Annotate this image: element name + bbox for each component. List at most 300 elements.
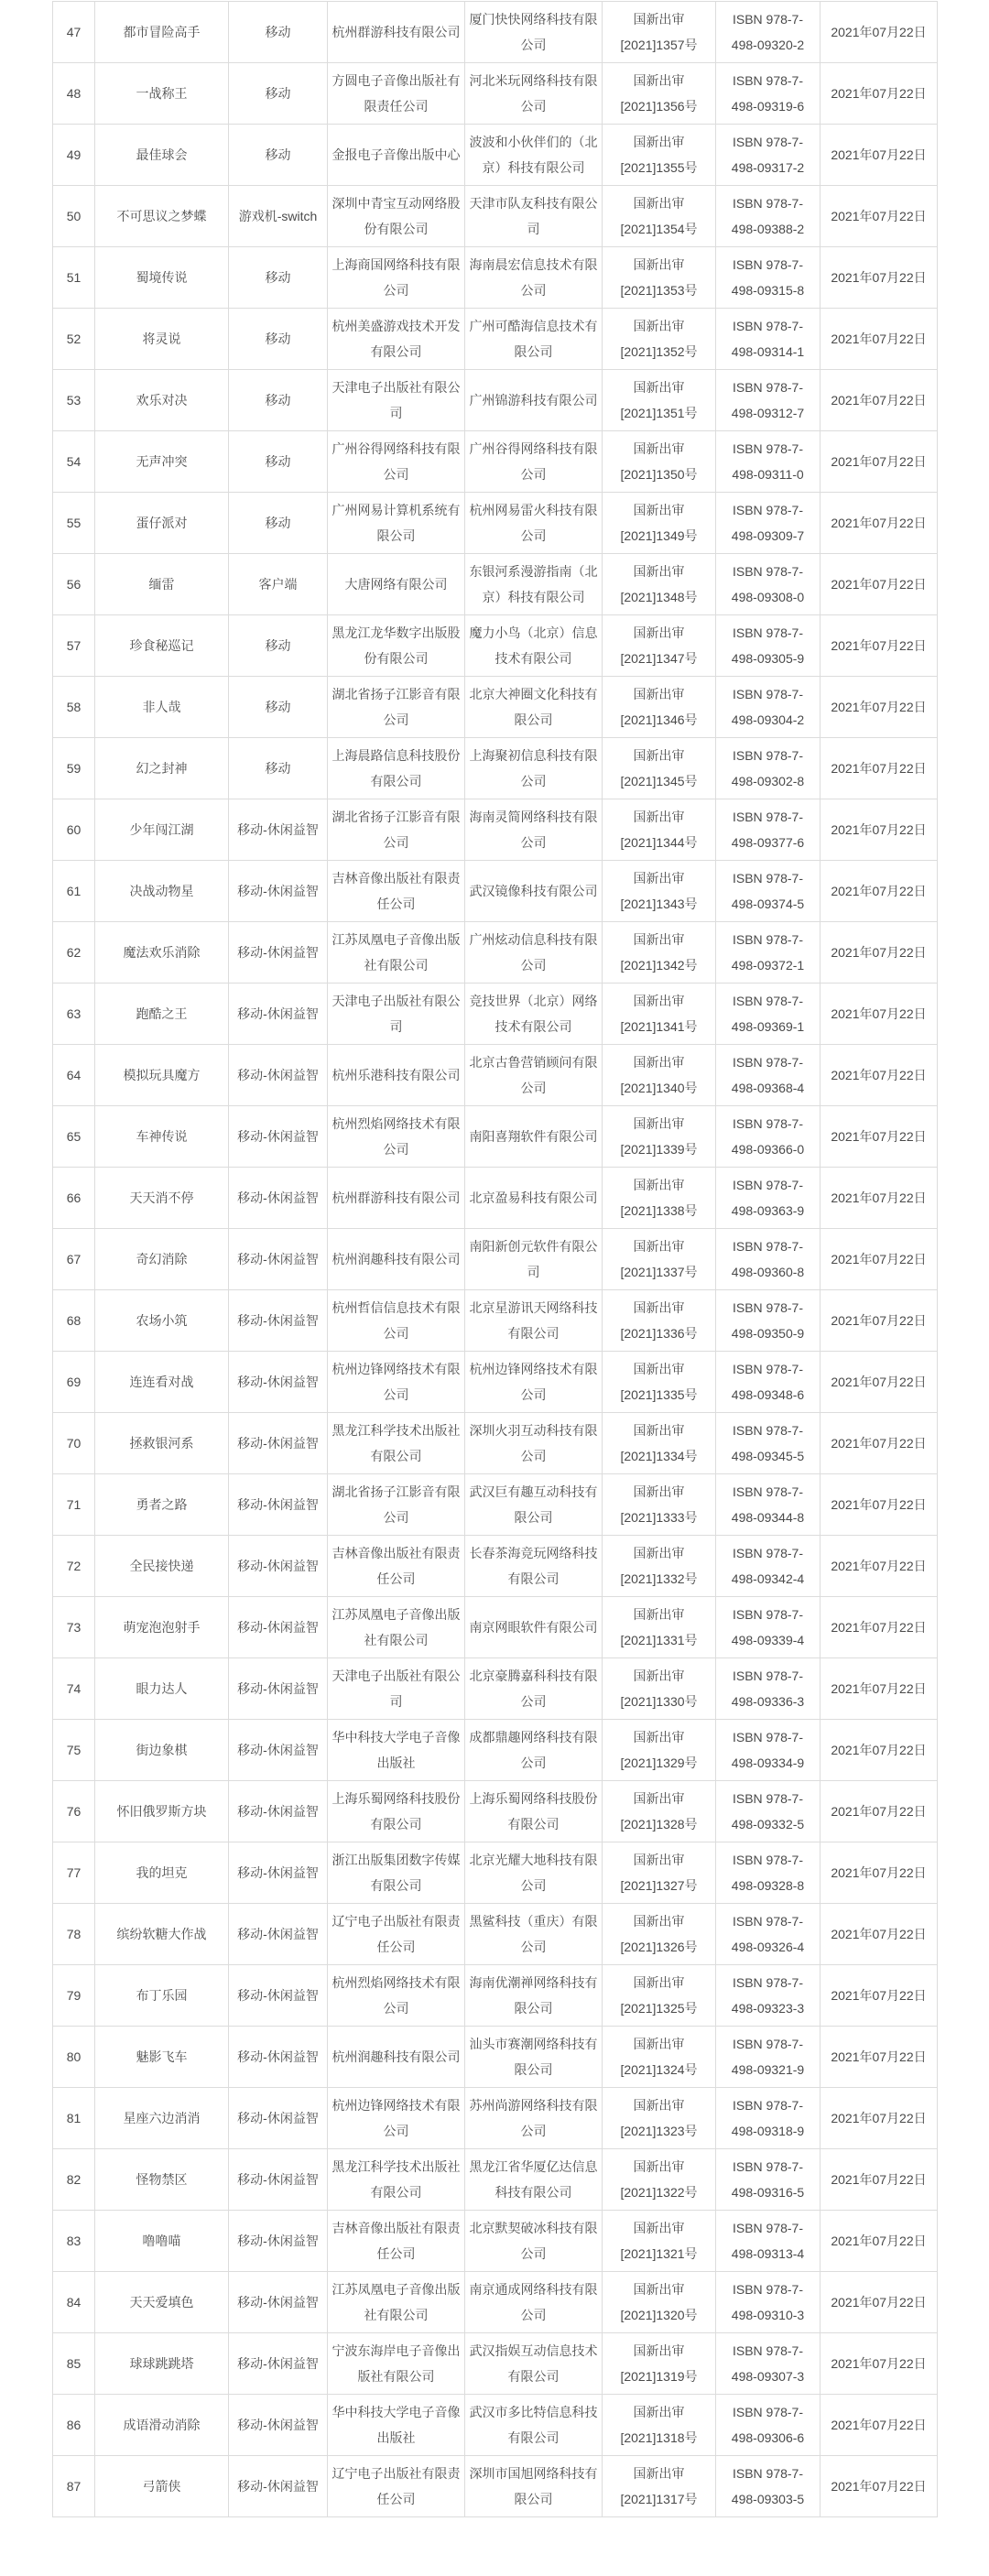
cell-game-name: 缅雷 — [95, 554, 229, 615]
table-row — [53, 1965, 938, 2027]
cell-approval-number: 国新出审[2021]1341号 — [603, 984, 716, 1045]
cell-publisher: 江苏凤凰电子音像出版社有限公司 — [328, 1597, 465, 1658]
table-row — [53, 922, 938, 984]
table-row — [53, 1352, 938, 1413]
cell-isbn: ISBN 978-7-498-09306-6 — [716, 2395, 821, 2456]
cell-date: 2021年07月22日 — [821, 799, 938, 861]
table-row — [53, 1658, 938, 1720]
cell-game-name: 决战动物星 — [95, 861, 229, 922]
cell-operator: 北京默契破冰科技有限公司 — [465, 2211, 603, 2272]
cell-date: 2021年07月22日 — [821, 677, 938, 738]
cell-isbn: ISBN 978-7-498-09316-5 — [716, 2149, 821, 2211]
cell-number: 48 — [53, 63, 95, 125]
cell-number: 75 — [53, 1720, 95, 1781]
cell-approval-number: 国新出审[2021]1347号 — [603, 615, 716, 677]
cell-date: 2021年07月22日 — [821, 1229, 938, 1290]
cell-date: 2021年07月22日 — [821, 1352, 938, 1413]
cell-isbn: ISBN 978-7-498-09314-1 — [716, 309, 821, 370]
cell-operator: 竞技世界（北京）网络技术有限公司 — [465, 984, 603, 1045]
cell-publisher: 湖北省扬子江影音有限公司 — [328, 677, 465, 738]
cell-approval-number: 国新出审[2021]1324号 — [603, 2027, 716, 2088]
cell-operator: 武汉巨有趣互动科技有限公司 — [465, 1474, 603, 1536]
cell-isbn: ISBN 978-7-498-09366-0 — [716, 1106, 821, 1168]
cell-publisher: 广州网易计算机系统有限公司 — [328, 493, 465, 554]
table-row — [53, 1168, 938, 1229]
cell-publisher: 杭州润趣科技有限公司 — [328, 1229, 465, 1290]
cell-game-type: 移动-休闲益智 — [229, 2333, 328, 2395]
cell-publisher: 吉林音像出版社有限责任公司 — [328, 861, 465, 922]
cell-number: 68 — [53, 1290, 95, 1352]
cell-operator: 长春茶海竞玩网络科技有限公司 — [465, 1536, 603, 1597]
table-row — [53, 677, 938, 738]
cell-isbn: ISBN 978-7-498-09328-8 — [716, 1842, 821, 1904]
cell-operator: 上海乐蜀网络科技股份有限公司 — [465, 1781, 603, 1842]
cell-isbn: ISBN 978-7-498-09309-7 — [716, 493, 821, 554]
cell-operator: 南京通成网络科技有限公司 — [465, 2272, 603, 2333]
cell-approval-number: 国新出审[2021]1340号 — [603, 1045, 716, 1106]
cell-publisher: 深圳中青宝互动网络股份有限公司 — [328, 186, 465, 247]
cell-game-name: 非人哉 — [95, 677, 229, 738]
cell-isbn: ISBN 978-7-498-09326-4 — [716, 1904, 821, 1965]
cell-game-name: 拯救银河系 — [95, 1413, 229, 1474]
cell-game-type: 移动 — [229, 247, 328, 309]
cell-publisher: 浙江出版集团数字传媒有限公司 — [328, 1842, 465, 1904]
cell-publisher: 杭州乐港科技有限公司 — [328, 1045, 465, 1106]
cell-approval-number: 国新出审[2021]1343号 — [603, 861, 716, 922]
cell-game-type: 移动-休闲益智 — [229, 1536, 328, 1597]
cell-date: 2021年07月22日 — [821, 431, 938, 493]
cell-publisher: 宁波东海岸电子音像出版社有限公司 — [328, 2333, 465, 2395]
cell-game-name: 将灵说 — [95, 309, 229, 370]
cell-number: 61 — [53, 861, 95, 922]
cell-approval-number: 国新出审[2021]1342号 — [603, 922, 716, 984]
cell-game-name: 跑酷之王 — [95, 984, 229, 1045]
cell-operator: 杭州网易雷火科技有限公司 — [465, 493, 603, 554]
cell-game-type: 移动-休闲益智 — [229, 1290, 328, 1352]
cell-approval-number: 国新出审[2021]1352号 — [603, 309, 716, 370]
cell-approval-number: 国新出审[2021]1319号 — [603, 2333, 716, 2395]
table-row — [53, 2, 938, 63]
cell-isbn: ISBN 978-7-498-09334-9 — [716, 1720, 821, 1781]
cell-number: 50 — [53, 186, 95, 247]
cell-date: 2021年07月22日 — [821, 2272, 938, 2333]
cell-approval-number: 国新出审[2021]1326号 — [603, 1904, 716, 1965]
cell-number: 82 — [53, 2149, 95, 2211]
cell-game-name: 布丁乐园 — [95, 1965, 229, 2027]
cell-game-name: 球球跳跳塔 — [95, 2333, 229, 2395]
cell-number: 80 — [53, 2027, 95, 2088]
cell-date: 2021年07月22日 — [821, 2395, 938, 2456]
cell-game-type: 移动 — [229, 615, 328, 677]
cell-date: 2021年07月22日 — [821, 1045, 938, 1106]
cell-publisher: 黑龙江科学技术出版社有限公司 — [328, 1413, 465, 1474]
cell-number: 55 — [53, 493, 95, 554]
cell-game-name: 天天爱填色 — [95, 2272, 229, 2333]
cell-game-type: 移动-休闲益智 — [229, 1045, 328, 1106]
cell-game-type: 移动 — [229, 493, 328, 554]
cell-game-type: 移动-休闲益智 — [229, 984, 328, 1045]
cell-game-type: 移动-休闲益智 — [229, 2088, 328, 2149]
cell-approval-number: 国新出审[2021]1344号 — [603, 799, 716, 861]
cell-number: 51 — [53, 247, 95, 309]
cell-date: 2021年07月22日 — [821, 1965, 938, 2027]
cell-isbn: ISBN 978-7-498-09304-2 — [716, 677, 821, 738]
cell-date: 2021年07月22日 — [821, 125, 938, 186]
cell-operator: 武汉镜像科技有限公司 — [465, 861, 603, 922]
cell-game-type: 移动-休闲益智 — [229, 799, 328, 861]
cell-operator: 成都鼎趣网络科技有限公司 — [465, 1720, 603, 1781]
cell-publisher: 杭州美盛游戏技术开发有限公司 — [328, 309, 465, 370]
cell-date: 2021年07月22日 — [821, 1536, 938, 1597]
cell-approval-number: 国新出审[2021]1338号 — [603, 1168, 716, 1229]
cell-number: 70 — [53, 1413, 95, 1474]
cell-isbn: ISBN 978-7-498-09311-0 — [716, 431, 821, 493]
cell-operator: 河北米玩网络科技有限公司 — [465, 63, 603, 125]
cell-isbn: ISBN 978-7-498-09336-3 — [716, 1658, 821, 1720]
cell-isbn: ISBN 978-7-498-09368-4 — [716, 1045, 821, 1106]
cell-game-name: 街边象棋 — [95, 1720, 229, 1781]
table-row — [53, 738, 938, 799]
cell-operator: 北京古鲁营销顾问有限公司 — [465, 1045, 603, 1106]
cell-date: 2021年07月22日 — [821, 309, 938, 370]
cell-game-type: 移动-休闲益智 — [229, 1106, 328, 1168]
cell-operator: 北京大神圈文化科技有限公司 — [465, 677, 603, 738]
cell-isbn: ISBN 978-7-498-09350-9 — [716, 1290, 821, 1352]
cell-operator: 南阳新创元软件有限公司 — [465, 1229, 603, 1290]
cell-game-type: 移动-休闲益智 — [229, 1842, 328, 1904]
cell-game-name: 欢乐对决 — [95, 370, 229, 431]
cell-approval-number: 国新出审[2021]1353号 — [603, 247, 716, 309]
table-row — [53, 2333, 938, 2395]
cell-operator: 苏州尚游网络科技有限公司 — [465, 2088, 603, 2149]
cell-operator: 南阳喜翔软件有限公司 — [465, 1106, 603, 1168]
cell-game-name: 幻之封神 — [95, 738, 229, 799]
cell-game-type: 移动 — [229, 677, 328, 738]
cell-operator: 天津市队友科技有限公司 — [465, 186, 603, 247]
table-row — [53, 2088, 938, 2149]
cell-number: 60 — [53, 799, 95, 861]
cell-game-name: 勇者之路 — [95, 1474, 229, 1536]
table-row — [53, 1413, 938, 1474]
cell-operator: 北京光耀大地科技有限公司 — [465, 1842, 603, 1904]
cell-date: 2021年07月22日 — [821, 370, 938, 431]
table-row — [53, 1842, 938, 1904]
cell-date: 2021年07月22日 — [821, 63, 938, 125]
cell-approval-number: 国新出审[2021]1333号 — [603, 1474, 716, 1536]
cell-publisher: 华中科技大学电子音像出版社 — [328, 1720, 465, 1781]
cell-publisher: 金报电子音像出版中心 — [328, 125, 465, 186]
cell-approval-number: 国新出审[2021]1334号 — [603, 1413, 716, 1474]
cell-game-name: 我的坦克 — [95, 1842, 229, 1904]
cell-approval-number: 国新出审[2021]1320号 — [603, 2272, 716, 2333]
cell-game-name: 奇幻消除 — [95, 1229, 229, 1290]
cell-publisher: 大唐网络有限公司 — [328, 554, 465, 615]
cell-game-name: 眼力达人 — [95, 1658, 229, 1720]
cell-isbn: ISBN 978-7-498-09308-0 — [716, 554, 821, 615]
cell-number: 66 — [53, 1168, 95, 1229]
cell-game-name: 都市冒险高手 — [95, 2, 229, 63]
cell-date: 2021年07月22日 — [821, 984, 938, 1045]
table-row — [53, 63, 938, 125]
cell-game-type: 移动-休闲益智 — [229, 2272, 328, 2333]
cell-date: 2021年07月22日 — [821, 1106, 938, 1168]
cell-game-name: 噜噜喵 — [95, 2211, 229, 2272]
table-row — [53, 1290, 938, 1352]
table-row — [53, 2456, 938, 2517]
cell-publisher: 杭州润趣科技有限公司 — [328, 2027, 465, 2088]
cell-game-type: 移动-休闲益智 — [229, 1720, 328, 1781]
cell-number: 54 — [53, 431, 95, 493]
cell-game-type: 移动 — [229, 738, 328, 799]
cell-isbn: ISBN 978-7-498-09374-5 — [716, 861, 821, 922]
cell-number: 58 — [53, 677, 95, 738]
cell-approval-number: 国新出审[2021]1356号 — [603, 63, 716, 125]
cell-number: 52 — [53, 309, 95, 370]
cell-date: 2021年07月22日 — [821, 2027, 938, 2088]
cell-approval-number: 国新出审[2021]1355号 — [603, 125, 716, 186]
cell-operator: 上海聚初信息科技有限公司 — [465, 738, 603, 799]
cell-number: 67 — [53, 1229, 95, 1290]
cell-game-name: 蛋仔派对 — [95, 493, 229, 554]
cell-publisher: 吉林音像出版社有限责任公司 — [328, 2211, 465, 2272]
table-row — [53, 1229, 938, 1290]
cell-approval-number: 国新出审[2021]1327号 — [603, 1842, 716, 1904]
cell-number: 65 — [53, 1106, 95, 1168]
cell-publisher: 上海商国网络科技有限公司 — [328, 247, 465, 309]
table-row — [53, 554, 938, 615]
cell-isbn: ISBN 978-7-498-09303-5 — [716, 2456, 821, 2517]
cell-date: 2021年07月22日 — [821, 1474, 938, 1536]
cell-date: 2021年07月22日 — [821, 1904, 938, 1965]
cell-number: 86 — [53, 2395, 95, 2456]
cell-date: 2021年07月22日 — [821, 1597, 938, 1658]
cell-number: 83 — [53, 2211, 95, 2272]
cell-date: 2021年07月22日 — [821, 2, 938, 63]
cell-game-name: 怀旧俄罗斯方块 — [95, 1781, 229, 1842]
cell-approval-number: 国新出审[2021]1317号 — [603, 2456, 716, 2517]
cell-number: 71 — [53, 1474, 95, 1536]
cell-number: 59 — [53, 738, 95, 799]
cell-approval-number: 国新出审[2021]1318号 — [603, 2395, 716, 2456]
cell-operator: 东银河系漫游指南（北京）科技有限公司 — [465, 554, 603, 615]
cell-approval-number: 国新出审[2021]1336号 — [603, 1290, 716, 1352]
cell-game-name: 天天消不停 — [95, 1168, 229, 1229]
cell-date: 2021年07月22日 — [821, 2456, 938, 2517]
cell-operator: 广州可酷海信息技术有限公司 — [465, 309, 603, 370]
cell-game-type: 移动-休闲益智 — [229, 1168, 328, 1229]
cell-game-type: 移动-休闲益智 — [229, 1229, 328, 1290]
table-row — [53, 2211, 938, 2272]
cell-date: 2021年07月22日 — [821, 493, 938, 554]
cell-game-type: 移动-休闲益智 — [229, 1474, 328, 1536]
table-row — [53, 861, 938, 922]
cell-operator: 魔力小鸟（北京）信息技术有限公司 — [465, 615, 603, 677]
cell-approval-number: 国新出审[2021]1329号 — [603, 1720, 716, 1781]
cell-approval-number: 国新出审[2021]1337号 — [603, 1229, 716, 1290]
cell-game-type: 移动-休闲益智 — [229, 2456, 328, 2517]
cell-game-type: 移动-休闲益智 — [229, 1597, 328, 1658]
cell-publisher: 上海晨路信息科技股份有限公司 — [328, 738, 465, 799]
cell-operator: 北京盈易科技有限公司 — [465, 1168, 603, 1229]
cell-number: 69 — [53, 1352, 95, 1413]
cell-operator: 波波和小伙伴们的（北京）科技有限公司 — [465, 125, 603, 186]
table-row — [53, 1720, 938, 1781]
cell-number: 76 — [53, 1781, 95, 1842]
cell-publisher: 杭州群游科技有限公司 — [328, 2, 465, 63]
cell-date: 2021年07月22日 — [821, 1842, 938, 1904]
cell-date: 2021年07月22日 — [821, 738, 938, 799]
cell-operator: 厦门快快网络科技有限公司 — [465, 2, 603, 63]
cell-game-name: 少年闯江湖 — [95, 799, 229, 861]
cell-approval-number: 国新出审[2021]1349号 — [603, 493, 716, 554]
cell-operator: 北京星游讯天网络科技有限公司 — [465, 1290, 603, 1352]
cell-date: 2021年07月22日 — [821, 615, 938, 677]
cell-approval-number: 国新出审[2021]1350号 — [603, 431, 716, 493]
cell-publisher: 江苏凤凰电子音像出版社有限公司 — [328, 922, 465, 984]
cell-isbn: ISBN 978-7-498-09388-2 — [716, 186, 821, 247]
table-row — [53, 1045, 938, 1106]
table-row — [53, 247, 938, 309]
cell-publisher: 辽宁电子出版社有限责任公司 — [328, 2456, 465, 2517]
cell-date: 2021年07月22日 — [821, 554, 938, 615]
cell-approval-number: 国新出审[2021]1357号 — [603, 2, 716, 63]
cell-operator: 武汉指娱互动信息技术有限公司 — [465, 2333, 603, 2395]
cell-date: 2021年07月22日 — [821, 1413, 938, 1474]
cell-isbn: ISBN 978-7-498-09310-3 — [716, 2272, 821, 2333]
cell-isbn: ISBN 978-7-498-09305-9 — [716, 615, 821, 677]
cell-game-type: 移动 — [229, 309, 328, 370]
cell-isbn: ISBN 978-7-498-09345-5 — [716, 1413, 821, 1474]
cell-game-type: 移动-休闲益智 — [229, 2149, 328, 2211]
cell-isbn: ISBN 978-7-498-09307-3 — [716, 2333, 821, 2395]
cell-publisher: 杭州边锋网络技术有限公司 — [328, 1352, 465, 1413]
cell-isbn: ISBN 978-7-498-09339-4 — [716, 1597, 821, 1658]
cell-game-type: 移动 — [229, 125, 328, 186]
cell-publisher: 杭州群游科技有限公司 — [328, 1168, 465, 1229]
cell-operator: 汕头市赛潮网络科技有限公司 — [465, 2027, 603, 2088]
cell-number: 64 — [53, 1045, 95, 1106]
cell-game-name: 魔法欢乐消除 — [95, 922, 229, 984]
cell-operator: 杭州边锋网络技术有限公司 — [465, 1352, 603, 1413]
cell-operator: 广州谷得网络科技有限公司 — [465, 431, 603, 493]
cell-isbn: ISBN 978-7-498-09348-6 — [716, 1352, 821, 1413]
cell-isbn: ISBN 978-7-498-09302-8 — [716, 738, 821, 799]
cell-publisher: 天津电子出版社有限公司 — [328, 984, 465, 1045]
cell-operator: 武汉市多比特信息科技有限公司 — [465, 2395, 603, 2456]
cell-game-name: 无声冲突 — [95, 431, 229, 493]
cell-number: 85 — [53, 2333, 95, 2395]
cell-game-type: 移动-休闲益智 — [229, 922, 328, 984]
cell-isbn: ISBN 978-7-498-09372-1 — [716, 922, 821, 984]
table-row — [53, 1781, 938, 1842]
cell-isbn: ISBN 978-7-498-09332-5 — [716, 1781, 821, 1842]
cell-number: 74 — [53, 1658, 95, 1720]
cell-number: 87 — [53, 2456, 95, 2517]
cell-number: 78 — [53, 1904, 95, 1965]
table-row — [53, 431, 938, 493]
table-row — [53, 186, 938, 247]
cell-date: 2021年07月22日 — [821, 186, 938, 247]
cell-isbn: ISBN 978-7-498-09342-4 — [716, 1536, 821, 1597]
cell-operator: 黑龙江省华厦亿达信息科技有限公司 — [465, 2149, 603, 2211]
cell-game-name: 怪物禁区 — [95, 2149, 229, 2211]
cell-game-name: 全民接快递 — [95, 1536, 229, 1597]
cell-approval-number: 国新出审[2021]1323号 — [603, 2088, 716, 2149]
cell-operator: 北京豪腾嘉科科技有限公司 — [465, 1658, 603, 1720]
cell-publisher: 杭州烈焰网络技术有限公司 — [328, 1106, 465, 1168]
cell-number: 62 — [53, 922, 95, 984]
cell-operator: 海南优潮禅网络科技有限公司 — [465, 1965, 603, 2027]
cell-date: 2021年07月22日 — [821, 1658, 938, 1720]
cell-game-type: 移动-休闲益智 — [229, 861, 328, 922]
cell-game-type: 客户端 — [229, 554, 328, 615]
table-row — [53, 984, 938, 1045]
cell-number: 47 — [53, 2, 95, 63]
cell-game-name: 成语滑动消除 — [95, 2395, 229, 2456]
cell-game-type: 移动-休闲益智 — [229, 2211, 328, 2272]
cell-publisher: 黑龙江科学技术出版社有限公司 — [328, 2149, 465, 2211]
cell-isbn: ISBN 978-7-498-09369-1 — [716, 984, 821, 1045]
cell-approval-number: 国新出审[2021]1332号 — [603, 1536, 716, 1597]
cell-operator: 广州炫动信息科技有限公司 — [465, 922, 603, 984]
cell-isbn: ISBN 978-7-498-09317-2 — [716, 125, 821, 186]
cell-game-name: 农场小筑 — [95, 1290, 229, 1352]
cell-number: 79 — [53, 1965, 95, 2027]
cell-number: 81 — [53, 2088, 95, 2149]
cell-game-type: 移动-休闲益智 — [229, 1658, 328, 1720]
cell-date: 2021年07月22日 — [821, 1290, 938, 1352]
cell-date: 2021年07月22日 — [821, 1781, 938, 1842]
cell-approval-number: 国新出审[2021]1339号 — [603, 1106, 716, 1168]
cell-approval-number: 国新出审[2021]1331号 — [603, 1597, 716, 1658]
cell-publisher: 杭州边锋网络技术有限公司 — [328, 2088, 465, 2149]
table-row — [53, 309, 938, 370]
cell-game-type: 移动 — [229, 2, 328, 63]
cell-publisher: 华中科技大学电子音像出版社 — [328, 2395, 465, 2456]
cell-number: 72 — [53, 1536, 95, 1597]
cell-operator: 深圳市国旭网络科技有限公司 — [465, 2456, 603, 2517]
cell-operator: 深圳火羽互动科技有限公司 — [465, 1413, 603, 1474]
cell-isbn: ISBN 978-7-498-09323-3 — [716, 1965, 821, 2027]
cell-isbn: ISBN 978-7-498-09321-9 — [716, 2027, 821, 2088]
cell-approval-number: 国新出审[2021]1325号 — [603, 1965, 716, 2027]
cell-isbn: ISBN 978-7-498-09312-7 — [716, 370, 821, 431]
cell-game-type: 移动-休闲益智 — [229, 1965, 328, 2027]
cell-game-type: 游戏机-switch — [229, 186, 328, 247]
cell-game-name: 萌宠泡泡射手 — [95, 1597, 229, 1658]
cell-game-type: 移动 — [229, 431, 328, 493]
cell-isbn: ISBN 978-7-498-09363-9 — [716, 1168, 821, 1229]
table-row — [53, 615, 938, 677]
cell-publisher: 黑龙江龙华数字出版股份有限公司 — [328, 615, 465, 677]
cell-number: 73 — [53, 1597, 95, 1658]
cell-game-type: 移动 — [229, 370, 328, 431]
cell-date: 2021年07月22日 — [821, 2211, 938, 2272]
cell-number: 53 — [53, 370, 95, 431]
cell-number: 77 — [53, 1842, 95, 1904]
cell-game-type: 移动-休闲益智 — [229, 1904, 328, 1965]
table-row — [53, 2027, 938, 2088]
table-body — [53, 2, 938, 2517]
table-row — [53, 2395, 938, 2456]
table-row — [53, 1536, 938, 1597]
cell-approval-number: 国新出审[2021]1330号 — [603, 1658, 716, 1720]
cell-date: 2021年07月22日 — [821, 247, 938, 309]
table-row — [53, 2149, 938, 2211]
cell-approval-number: 国新出审[2021]1335号 — [603, 1352, 716, 1413]
table-row — [53, 1597, 938, 1658]
cell-game-type: 移动-休闲益智 — [229, 2027, 328, 2088]
